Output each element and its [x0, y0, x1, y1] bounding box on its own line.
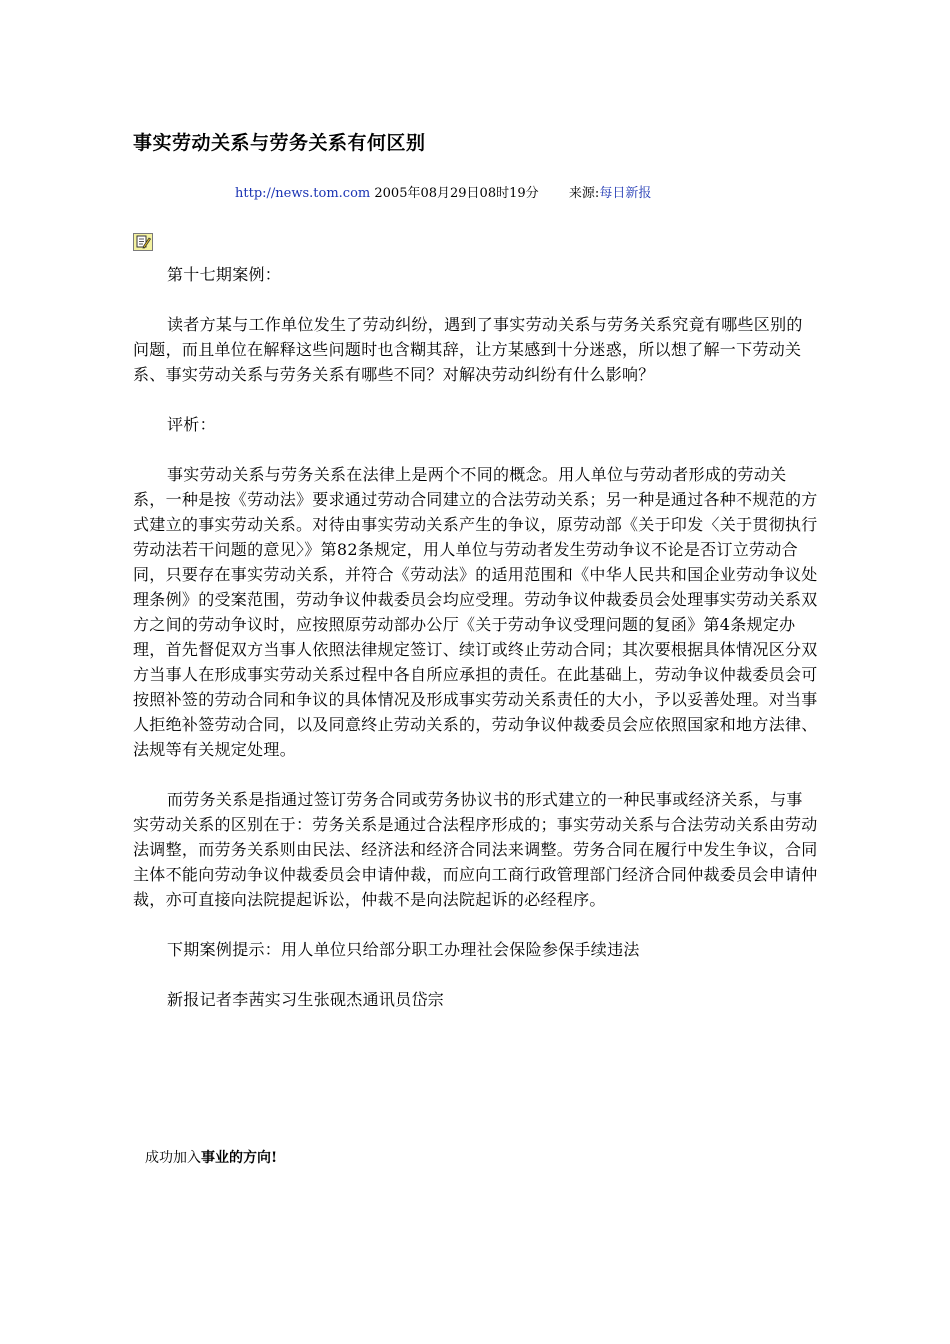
source-name-link[interactable]: 每日新报 — [599, 186, 652, 201]
analysis-paragraph-1: 事实劳动关系与劳务关系在法律上是两个不同的概念。用人单位与劳动者形成的劳动关系，一种是按《劳动法》要求通过劳动合同建立的合法劳动关系；另一种是通过各种不规范的方式建立的事实劳动关系。对待由事实劳动关系产生的争议，原劳动部《关于印发〈关于贯彻执行劳动法若干问题的意见〉》第82条规定，用人单位与劳动者发生劳动争议不论是否订立劳动合同，只要存在事实劳动关系，并符合《劳动法》的适用范围和《中华人民共和国企业劳动争议处理条例》的受案范围，劳动争议仲裁委员会均应受理。劳动争议仲裁委员会处理事实劳动关系双方之间的劳动争议时，应按照原劳动部办公厅《关于劳动争议受理问题的复函》第4条规定办理，首先督促双方当事人依照法律规定签订、续订或终止劳动合同；其次要根据具体情况区分双方当事人在形成事实劳动关系过程中各自所应承担的责任。在此基础上，劳动争议仲裁委员会可按照补签的劳动合同和争议的具体情况及形成事实劳动关系责任的大小，予以妥善处理。对当事人拒绝补签劳动合同，以及同意终止劳动关系的，劳动争议仲裁委员会应依照国家和地方法律、法规等有关规定处理。 — [133, 465, 818, 759]
case-description: 读者方某与工作单位发生了劳动纠纷，遇到了事实劳动关系与劳务关系究竟有哪些区别的问题，而且单位在解释这些问题时也含糊其辞，让方某感到十分迷惑，所以想了解一下劳动关系、事实劳动关系与劳务关系有哪些不同？对解决劳动纠纷有什么影响？ — [133, 315, 803, 384]
analysis-paragraph-2: 而劳务关系是指通过签订劳务合同或劳务协议书的形式建立的一种民事或经济关系，与事实劳动关系的区别在于：劳务关系是通过合法程序形成的；事实劳动关系与合法劳动关系由劳动法调整，而劳务关系则由民法、经济法和经济合同法来调整。劳务合同在履行中发生争议，合同主体不能向劳动争议仲裁委员会申请仲裁，而应向工商行政管理部门经济合同仲裁委员会申请仲裁，亦可直接向法院提起诉讼，仲裁不是向法院起诉的必经程序。 — [133, 790, 818, 909]
article-meta — [235, 182, 651, 201]
source-url-link[interactable]: http://news.tom.com — [235, 186, 371, 201]
case-heading: 第十七期案例： — [167, 265, 282, 284]
article-body — [133, 262, 818, 1037]
footer-bold: 事业的方向! — [201, 1150, 278, 1166]
footer-prefix: 成功加入 — [145, 1150, 201, 1166]
byline: 新报记者李茜实习生张砚杰通讯员岱宗 — [167, 990, 445, 1009]
edit-note-icon — [133, 233, 153, 251]
next-case-hint: 下期案例提示：用人单位只给部分职工办理社会保险参保手续违法 — [167, 940, 640, 959]
analysis-heading: 评析： — [167, 415, 216, 434]
publish-date: 2005年08月29日08时19分 — [374, 186, 539, 201]
article-title: 事实劳动关系与劳务关系有何区别 — [133, 132, 426, 154]
source-label: 来源: — [568, 186, 600, 201]
footer-slogan — [145, 1147, 277, 1167]
